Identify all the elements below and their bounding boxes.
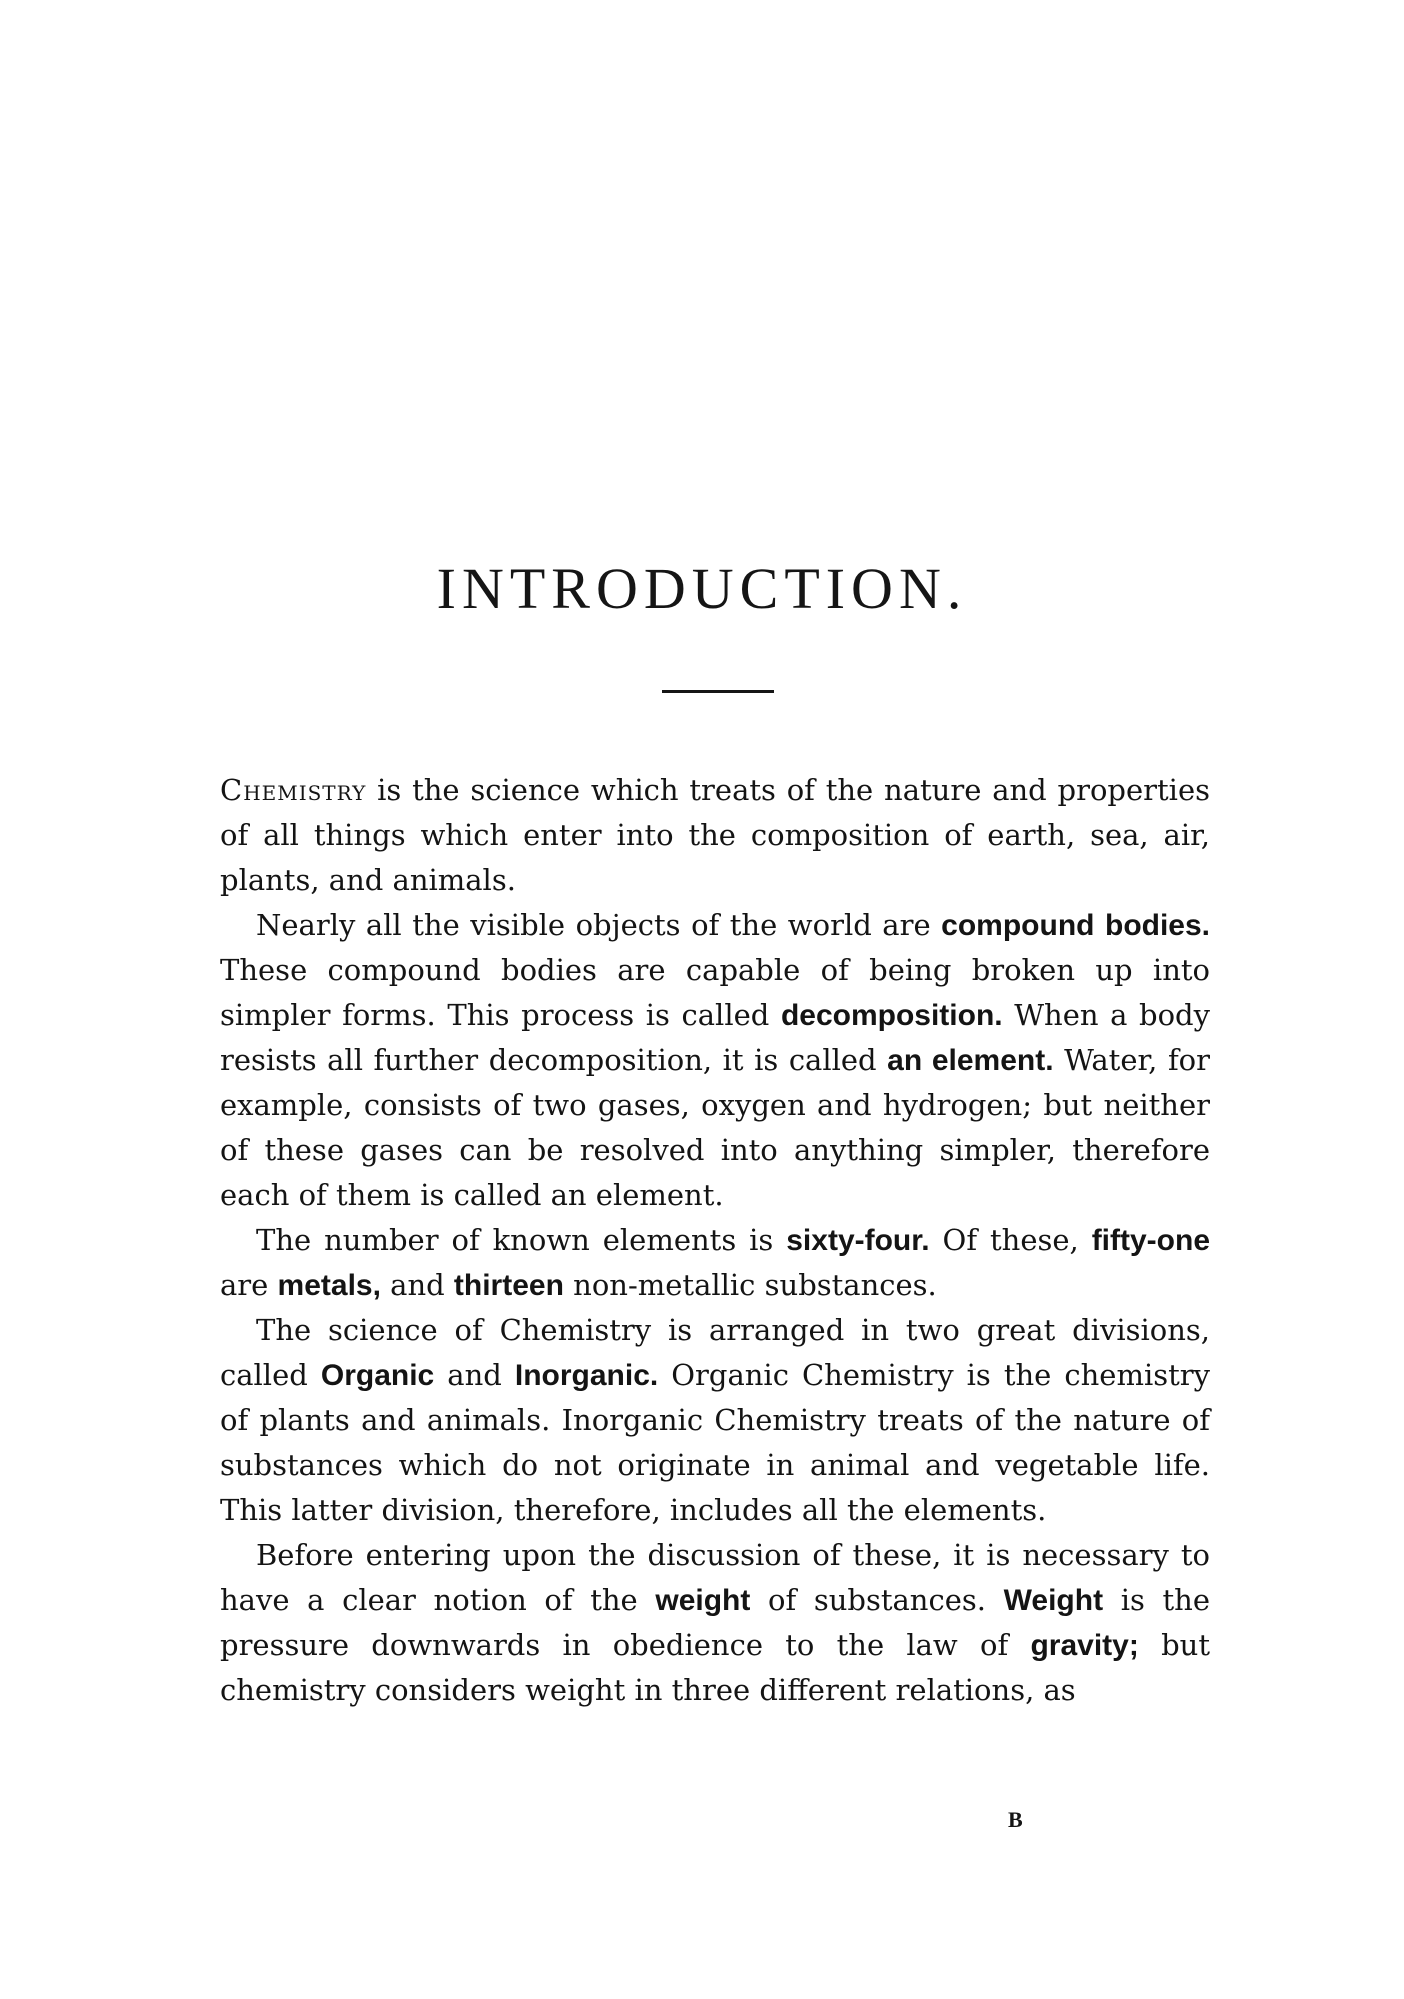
keyword-term: gravity; — [1030, 1629, 1139, 1662]
text-segment: Nearly all the visible objects of the world are — [256, 908, 942, 942]
keyword-term: decomposition. — [780, 999, 1003, 1032]
paragraph-compound-bodies — [220, 903, 1210, 1218]
text-segment: Organic Chemistry is the chemistry of plants and animals. Inorganic Chemistry treats of the nature of substances which do not originate in animal and vegetable life. This latter division, therefore, includes all the elements. — [220, 1358, 1210, 1527]
keyword-term: compound — [941, 909, 1095, 942]
text-segment: is the science which treats of the nature and properties of all things which enter into the composition of earth, sea, air, plants, and animals. — [220, 773, 1210, 897]
keyword-term: thirteen — [453, 1269, 564, 1302]
text-segment: are — [220, 1268, 278, 1302]
text-segment: These compound bodies are capable of being broken up into simpler forms. This process is called — [220, 953, 1210, 1032]
keyword-term: Inorganic. — [514, 1359, 659, 1392]
text-segment: is the pressure downwards in obedience to the law of — [220, 1583, 1210, 1662]
page-title: INTRODUCTION. — [436, 556, 968, 621]
keyword-term: weight — [655, 1584, 751, 1617]
text-segment: When a body resists all further decomposition, it is called — [220, 998, 1210, 1077]
keyword-term: metals, — [277, 1269, 381, 1302]
keyword-term: an element. — [887, 1044, 1054, 1077]
keyword-term: bodies. — [1105, 909, 1211, 942]
text-segment: non-metallic substances. — [563, 1268, 937, 1302]
text-segment: but chemistry considers weight in three different relations, as — [220, 1628, 1210, 1707]
signature-mark: B — [1008, 1807, 1023, 1832]
paragraph-chemistry-definition — [220, 768, 1210, 903]
text-segment — [1094, 908, 1105, 942]
paragraph-weight — [220, 1533, 1210, 1713]
keyword-term: fifty-one — [1091, 1224, 1211, 1257]
title-rule — [662, 690, 774, 693]
body-text — [220, 768, 1210, 1713]
text-segment: Chemistry — [220, 773, 367, 807]
text-segment: and — [434, 1358, 515, 1392]
keyword-term: Weight — [1003, 1584, 1104, 1617]
text-segment: Before entering upon the discussion of these, it is necessary to have a clear notion of the — [220, 1538, 1210, 1617]
text-segment: The number of known elements is — [256, 1223, 787, 1257]
text-segment: of substances. — [750, 1583, 1004, 1617]
text-segment: Of these, — [929, 1223, 1092, 1257]
paragraph-divisions — [220, 1308, 1210, 1533]
text-segment: Water, for example, consists of two gases, oxygen and hydrogen; but neither of these gases can be resolved into anything simpler, therefore each of them is called an element. — [220, 1043, 1210, 1212]
text-segment: The science of Chemistry is arranged in two great divisions, called — [220, 1313, 1210, 1392]
keyword-term: Organic — [320, 1359, 435, 1392]
keyword-term: sixty-four. — [786, 1224, 930, 1257]
paragraph-element-count — [220, 1218, 1210, 1308]
text-segment: and — [380, 1268, 454, 1302]
